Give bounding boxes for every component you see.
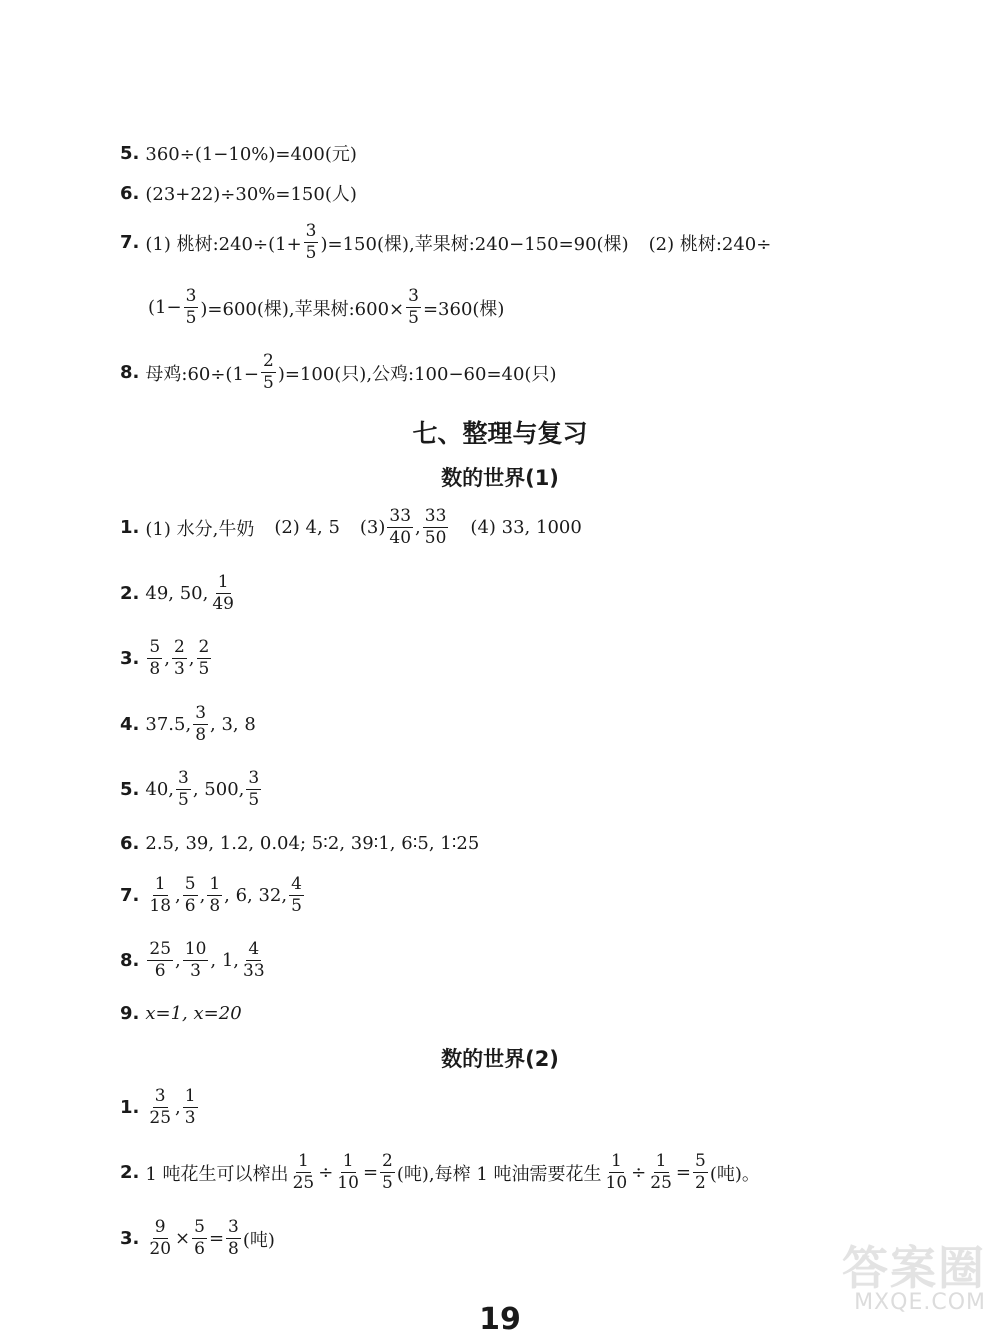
- fraction: $\frac{1}{10}$: [605, 1151, 628, 1193]
- fraction: $\frac{5}{6}$: [184, 874, 196, 916]
- fraction: $\frac{1}{10}$: [337, 1151, 359, 1193]
- s1-answer-1: 1. (1) 水分,牛奶 (2) 4, 5 (3) $\frac{33}{40}$ , $\frac{33}{50}$ (4) 33, 1000: [120, 506, 582, 548]
- fraction: $\frac{3}{25}$: [149, 1086, 172, 1128]
- fraction: $\frac{3}{5}$: [305, 221, 317, 263]
- chapter-title: 七、整理与复习: [412, 419, 588, 448]
- answer-item-7-continued: (1− $\frac{3}{5}$ )=600(棵),苹果树:600× $\frac{3}{5}$ =360(棵): [148, 286, 505, 328]
- fraction: $\frac{1}{8}$: [209, 874, 221, 916]
- watermark-logo: [796, 1225, 986, 1315]
- fraction: $\frac{1}{49}$: [212, 572, 234, 614]
- s2-answer-2: 2. 1 吨花生可以榨出 $\frac{1}{25}$ ÷ $\frac{1}{10}$ = $\frac{2}{5}$ (吨),每榨 1 吨油需要花生 $\frac{1}{10}$ ÷ $\frac{1}{25}$ = $\frac{5}{2}$ (吨)。: [120, 1151, 760, 1193]
- fraction: $\frac{3}{5}$: [178, 768, 189, 810]
- fraction: $\frac{25}{6}$: [149, 939, 172, 981]
- s2-answer-1: 1. $\frac{3}{25}$ , $\frac{1}{3}$: [120, 1086, 196, 1128]
- s1-answer-5: 5. 40, $\frac{3}{5}$ , 500, $\frac{3}{5}$: [120, 768, 260, 810]
- fraction: $\frac{2}{5}$: [382, 1151, 393, 1193]
- fraction: $\frac{2}{5}$: [198, 637, 210, 679]
- fraction: $\frac{1}{3}$: [184, 1086, 196, 1128]
- fraction: $\frac{4}{5}$: [291, 874, 302, 916]
- answer-item-5: 5. 360÷(1−10%)=400(元): [120, 142, 357, 165]
- fraction: $\frac{2}{5}$: [262, 351, 274, 393]
- watermark-logo-text: 答案圈: [842, 1240, 986, 1295]
- s2-answer-3: 3. $\frac{9}{20}$ × $\frac{5}{6}$ = $\frac{3}{8}$ (吨): [120, 1217, 275, 1259]
- fraction: $\frac{33}{40}$: [389, 506, 412, 548]
- fraction: $\frac{33}{50}$: [424, 506, 447, 548]
- s1-answer-3: 3. $\frac{5}{8}$ , $\frac{2}{3}$ , $\frac{2}{5}$: [120, 637, 210, 679]
- section-title-1: 数的世界(1): [441, 466, 559, 490]
- answer-item-7: 7. (1) 桃树:240÷(1+ $\frac{3}{5}$ )=150(棵),苹果树:240−150=90(棵) (2) 桃树:240÷: [120, 221, 772, 263]
- fraction: $\frac{3}{5}$: [408, 286, 419, 328]
- fraction: $\frac{1}{25}$: [292, 1151, 315, 1193]
- fraction: $\frac{10}{3}$: [184, 939, 207, 981]
- s1-answer-9: 9. x=1, x=20: [120, 1003, 242, 1024]
- answer-item-8: 8. 母鸡:60÷(1− $\frac{2}{5}$ )=100(只),公鸡:100−60=40(只): [120, 351, 557, 393]
- fraction: $\frac{4}{33}$: [243, 939, 265, 981]
- s1-answer-4: 4. 37.5, $\frac{3}{8}$ , 3, 8: [120, 703, 256, 745]
- fraction: $\frac{1}{18}$: [149, 874, 172, 916]
- fraction: $\frac{1}{25}$: [650, 1151, 672, 1193]
- s1-answer-8: 8. $\frac{25}{6}$ , $\frac{10}{3}$ , 1, $\frac{4}{33}$: [120, 939, 265, 981]
- fraction: $\frac{5}{8}$: [149, 637, 161, 679]
- s1-answer-7: 7. $\frac{1}{18}$ , $\frac{5}{6}$ , $\frac{1}{8}$ , 6, 32, $\frac{4}{5}$: [120, 874, 302, 916]
- fraction: $\frac{5}{6}$: [194, 1217, 205, 1259]
- page-number: 19: [479, 1302, 521, 1337]
- fraction: $\frac{3}{5}$: [248, 768, 260, 810]
- fraction: $\frac{3}{8}$: [195, 703, 207, 745]
- fraction: $\frac{9}{20}$: [149, 1217, 172, 1259]
- fraction: $\frac{5}{2}$: [695, 1151, 706, 1193]
- watermark-site-text: MXQE.COM: [854, 1289, 986, 1315]
- s1-answer-6: 6. 2.5, 39, 1.2, 0.04; 5∶2, 39∶1, 6∶5, 1∶25: [120, 833, 480, 854]
- answer-item-6: 6. (23+22)÷30%=150(人): [120, 182, 357, 205]
- s1-answer-2: 2. 49, 50, $\frac{1}{49}$: [120, 572, 234, 614]
- section-title-2: 数的世界(2): [441, 1047, 559, 1071]
- fraction: $\frac{3}{8}$: [228, 1217, 239, 1259]
- fraction: $\frac{2}{3}$: [173, 637, 185, 679]
- fraction: $\frac{3}{5}$: [185, 286, 197, 328]
